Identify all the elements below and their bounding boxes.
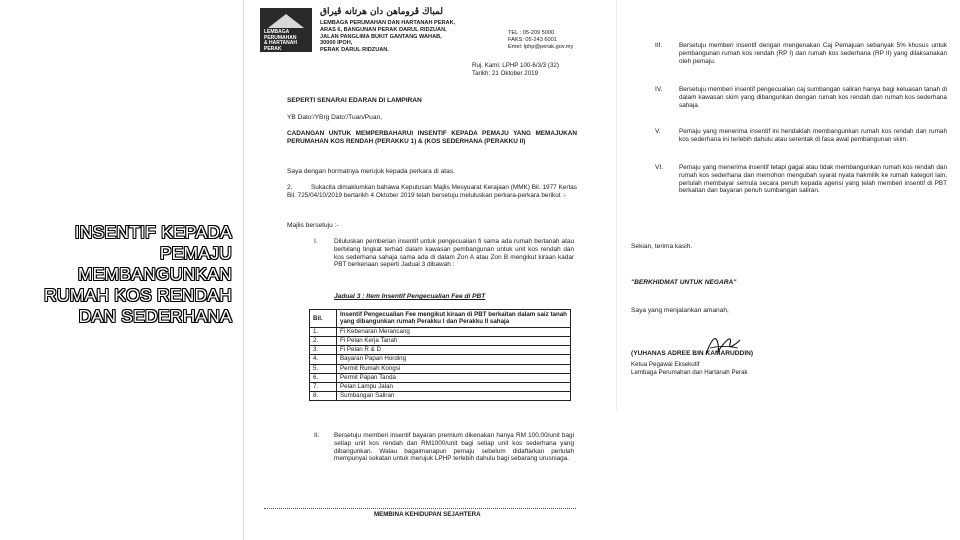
- logo-text-line: & HARTANAH: [264, 40, 297, 47]
- organisation-address: [320, 20, 455, 54]
- list-item-text: Pemaju yang menerima insentif ini hendaklah membangunkan rumah kos rendah dan rumah kos sederhana ini terlebih dahulu atau serentak di fasa awal pembangunan skim.: [679, 128, 947, 143]
- row-item: Fi Pelan Kerja Tanah: [337, 337, 571, 346]
- row-item: Permit Papan Tanda: [337, 373, 571, 382]
- letter-page-1: [243, 0, 589, 540]
- table-row: [310, 346, 571, 355]
- row-number: 5.: [310, 364, 337, 373]
- logo-text-line: PERAK: [264, 45, 282, 52]
- majlis-line: Majlis bersetuju :-: [287, 222, 339, 229]
- table-row: [310, 373, 571, 382]
- footer-divider: [264, 508, 576, 509]
- row-item: Permit Rumah Kongsi: [337, 364, 571, 373]
- table-header-row: [310, 310, 571, 328]
- row-number: 2.: [310, 337, 337, 346]
- signatory-name: (YUHANAS ADREE BIN KAMARUDDIN): [631, 350, 754, 357]
- recipient-line: SEPERTI SENARAI EDARAN DI LAMPIRAN: [287, 97, 422, 104]
- table-title: Jadual 3 : Item Insentif Pengecualian Fee di PBT: [334, 293, 486, 300]
- letter-date: Tarikh: 21 Oktober 2019: [472, 70, 539, 77]
- item-i-number: I.: [314, 238, 318, 245]
- list-item-number: V.: [655, 128, 661, 135]
- lphp-logo: [260, 8, 312, 52]
- email-address: Emel: lphp@perak.gov.my: [508, 43, 574, 50]
- row-item: Bayaran Papan Hording: [337, 355, 571, 364]
- table-row: [310, 392, 571, 401]
- row-number: 4.: [310, 355, 337, 364]
- list-item-text: Bersetuju memberi insentif pengecualian caj sumbangan saliran hanya bagi keluasan tanah di dalam kawasan skim yang dibangunkan dengan rumah kos rendah dan rumah kos sederhana sahaja.: [679, 86, 947, 109]
- list-item-number: III.: [655, 42, 663, 49]
- address-line: ARAS 6, BANGUNAN PERAK DARUL RIDZUAN,: [320, 26, 447, 33]
- slide-title-line: INSENTIF KEPADA: [74, 222, 232, 242]
- signatory-position: Ketua Pegawai Eksekutif: [631, 361, 700, 368]
- logo-text-line: PERUMAHAN: [264, 34, 297, 41]
- motto: "BERKHIDMAT UNTUK NEGARA": [631, 279, 737, 286]
- row-number: 7.: [310, 382, 337, 391]
- table-row: [310, 355, 571, 364]
- slide-title-line: PEMAJU: [159, 243, 232, 263]
- executor-line: Saya yang menjalankan amanah,: [631, 307, 729, 314]
- item-i-text: Diluluskan pemberian insentif untuk pengecualian fi sama ada rumah bertanah atau berbilang tingkat terhad dalam kawasan pembangunan untuk unit kos rendah dan kos sederhana sahaja sama ada di dalam Zon A atau Zon B mengikut kiraan kadar PBT berkenaan seperti Jadual 3 dibawah :: [334, 238, 574, 269]
- closing-line: Sekian, terima kasih.: [631, 243, 693, 250]
- logo-text: [264, 30, 308, 52]
- row-number: 6.: [310, 373, 337, 382]
- address-line: LEMBAGA PERUMAHAN DAN HARTANAH PERAK,: [320, 20, 456, 26]
- row-number: 1.: [310, 327, 337, 336]
- opening-line: Saya dengan hormatnya merujuk kepada perkara di atas.: [287, 168, 455, 175]
- slide-title-line: MEMBANGUNKAN: [77, 264, 232, 284]
- paragraph-2: Sukacita dimaklumkan bahawa Keputusan Majlis Mesyuarat Kerajaan (MMK) Bil. 1977 Kertas Bil. 725/04/10/2019 bertarikh 4 Oktober 2019 telah bersetuju meluluskan perkara-perkara berikut :-: [287, 184, 577, 199]
- row-item: Sumbangan Saliran: [337, 392, 571, 401]
- footer-motto: MEMBINA KEHIDUPAN SEJAHTERA: [374, 511, 481, 518]
- list-item-text: Bersetuju memberi insentif dengan mengenakan Caj Pemajuan sebanyak 5% khusus untuk pembangunan rumah kos rendah (RP I) dan rumah kos sederhana (RP II) yang dilaksanakan oleh pemaju.: [679, 42, 947, 65]
- salutation: YB Dato'/YBrg Dato'/Tuan/Puan,: [287, 114, 383, 121]
- table-row: [310, 337, 571, 346]
- contact-details: [508, 30, 573, 50]
- column-header-bil: Bil.: [310, 310, 337, 328]
- fee-incentive-table: [309, 309, 571, 401]
- address-line: PERAK DARUL RIDZUAN.: [320, 47, 389, 54]
- letter-page-2: [616, 0, 960, 410]
- table-row: [310, 364, 571, 373]
- row-item: Fi Pelan R & D: [337, 346, 571, 355]
- phone-number: TEL : 05-209 5000: [508, 30, 555, 36]
- house-roof-icon: [268, 14, 304, 28]
- fax-number: FAKS: 05-243 6001: [508, 36, 557, 43]
- slide-title-line: RUMAH KOS RENDAH: [44, 285, 232, 305]
- row-item: Pelan Lampu Jalan: [337, 382, 571, 391]
- list-item-number: VI.: [655, 164, 664, 171]
- address-line: JALAN PANGLIMA BUKIT GANTANG WAHAB,: [320, 33, 442, 40]
- column-header-insentif: Insentif Pengecualian Fee mengikut kiraan di PBT berkaitan dalam saiz tanah yang dibangunkan rumah Perakku I dan Perakku II sahaja: [337, 310, 571, 328]
- item-ii-text: Bersetuju memberi insentif bayaran premium dikenakan hanya RM 100.00/unit bagi setiap unit kos rendah dan RM1000/unit bagi setiap unit kos sederhana yang dibangunkan. Walau bagaimanapun pemaju sebelum didaftarkan perlulah mempunyai sokatan untuk merujuk LPHP terlebih dahulu bagi sebarang urusniaga.: [334, 432, 574, 463]
- letter-subject: CADANGAN UNTUK MEMPERBAHARUI INSENTIF KEPADA PEMAJU YANG MEMAJUKAN PERUMAHAN KOS RENDAH (PERAKKU 1) & (KOS SEDERHANA (PERAKKU II): [287, 130, 577, 145]
- address-line: 30000 IPOH,: [320, 40, 353, 47]
- row-item: Fi Kebenaran Merancang: [337, 327, 571, 336]
- signatory-organisation: Lembaga Perumahan dan Hartanah Perak: [631, 369, 748, 376]
- logo-text-line: LEMBAGA: [264, 29, 290, 35]
- list-item-number: IV.: [655, 86, 663, 93]
- row-number: 3.: [310, 346, 337, 355]
- reference-number: Ruj. Kami: LPHP 100-6/3/3 (32): [472, 62, 559, 69]
- item-ii-number: II.: [314, 432, 320, 439]
- list-item-text: Pemaju yang menerima insentif tetapi gagal atau tidak membangunkan rumah kos rendah dan rumah kos sederhana dan memohon mengubah syarat nyata hakmilik ke rumah kategori lain, perlulah membayar semula secara penuh kepada agensi yang telah memberi insentif di PBT berkaitan dan bayaran penuh sumbangan saliran.: [679, 164, 947, 195]
- paragraph-2-number: 2.: [287, 184, 293, 191]
- table-row: [310, 327, 571, 336]
- jawi-heading: لمباڬ ڤروماهن دان هرتانه ڤيراق: [320, 7, 444, 17]
- row-number: 8.: [310, 392, 337, 401]
- table-row: [310, 382, 571, 391]
- slide-title: [20, 222, 232, 327]
- slide-title-line: DAN SEDERHANA: [78, 306, 232, 326]
